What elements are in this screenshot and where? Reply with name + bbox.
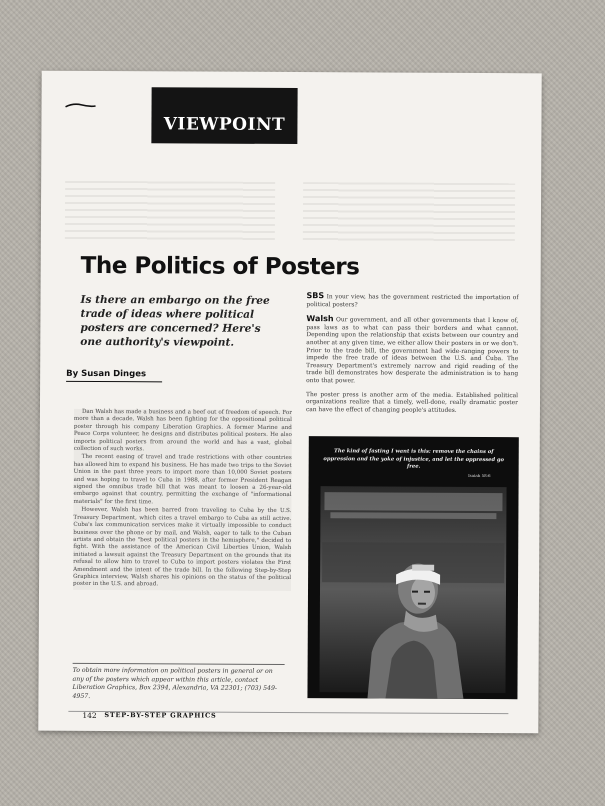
- poster-image: [307, 436, 518, 699]
- question-text: In your view, has the government restricted the importation of political posters?: [306, 294, 519, 308]
- page-number: 142: [82, 710, 97, 720]
- body-paragraph: The recent easing of travel and trade restrictions with other countries has allowed him to expand his business. He has made two trips to the Soviet Union in the past three years to import more than 10,000 Soviet posters and was hoping to travel to Cuba in 1988, after former President Reagan signed the omnibus trade bill that was meant to loosen a 26-year-old embargo against that country, permitting the exchange of "informational materials" for the first time.: [73, 454, 292, 506]
- article-body: [73, 409, 292, 591]
- question-label: SBS: [306, 291, 325, 301]
- article-headline: The Politics of Posters: [80, 252, 360, 281]
- body-paragraph: Dan Walsh has made a business and a beef out of freedom of speech. For more than a decade, Walsh has been fighting for the oppositional political poster through his company Liberation Graphics. A former Marine and Peace Corps volunteer, he designs and distributes political posters. He also imports political posters from around the world and has a vast, global collection of such works.: [73, 408, 292, 453]
- article-byline: By Susan Dinges: [66, 369, 162, 383]
- poster-quote: The kind of fasting I want is this: remove the chains of oppression and the yoke of injustice, and let the oppressed go free.: [323, 448, 505, 470]
- show-through-right: [303, 182, 515, 243]
- section-banner: [151, 87, 297, 144]
- answer-label: Walsh: [306, 314, 334, 324]
- magazine-page: [38, 71, 541, 734]
- magazine-name: STEP-BY-STEP GRAPHICS: [104, 711, 217, 720]
- answer-text-2: The poster press is another arm of the media. Established political organizations realize that a timely, well-done, really dramatic poster can have the effect of changing people's attitudes.: [305, 391, 519, 414]
- show-through-left: [65, 181, 275, 242]
- interview-answer-continued: [306, 392, 518, 416]
- pen-mark-icon: [64, 101, 98, 111]
- poster-portrait-art: [307, 482, 518, 699]
- body-paragraph: However, Walsh has been barred from traveling to Cuba by the U.S. Treasury Department, which cites a travel embargo to Cuba as still active. Cuba's lax communication services make it virtually impossible to conduct business over the phone or by mail, and Walsh, eager to talk to the Cuban artists and obtain the "best political posters in the hemisphere," decided to fight. With the assistance of the American Civil Liberties Union, Walsh initiated a lawsuit against the Treasury Department on the grounds that its refusal to allow him to travel to Cuba to import posters violates the First Amendment and the intent of the trade bill. In the following Step-by-Step Graphics interview, Walsh shares his opinions on the status of the political poster in the U.S. and abroad.: [73, 507, 292, 588]
- section-banner-label: VIEWPOINT: [163, 114, 286, 135]
- poster-citation: Isaiah 58:6: [468, 472, 491, 479]
- article-deck: Is there an embargo on the free trade of ideas where political posters are concerned? Here's one authority's viewpoint.: [80, 293, 270, 349]
- answer-text-1: Our government, and all other governments that I know of, pass laws as to what can pass their borders and what cannot. Depending upon the relationship that exists between our country and another at any given time, we either allow their posters in or we don't. Prior to the trade bill, the government had wide-ranging powers to impede the free trade of ideas between the U.S. and Cuba. The Treasury Department's extremely narrow and rigid reading of the trade bill demonstrates how desperate the administration is to hang onto that power.: [306, 317, 519, 385]
- contact-infobox: To obtain more information on political posters in general or on any of the posters which appear within this article, contact Liberation Graphics, Box 2394, Alexandria, VA 22301; (703) 549-4957.: [72, 663, 284, 702]
- interview-question: [306, 292, 518, 310]
- interview-answer: [306, 315, 518, 386]
- interview-column: [306, 292, 519, 421]
